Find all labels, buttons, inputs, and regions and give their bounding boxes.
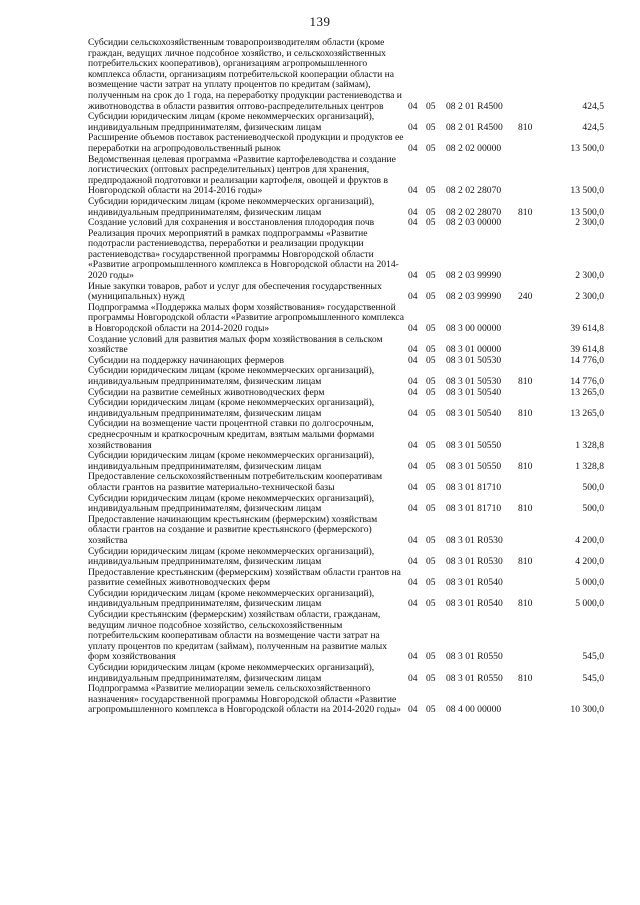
table-row <box>88 335 604 356</box>
row-target-code: 08 2 02 28070 <box>446 206 502 218</box>
row-amount: 545,0 <box>582 672 604 684</box>
row-expense-type-code <box>518 515 546 547</box>
row-target-code: 08 2 03 99990 <box>446 291 502 303</box>
row-expense-type-code <box>518 218 546 229</box>
row-subsection-code: 05 <box>426 439 436 451</box>
row-expense-type-code <box>518 38 546 112</box>
row-subsection-code: 05 <box>426 577 436 589</box>
row-section-code: 04 <box>408 598 418 610</box>
row-subsection-code: 05 <box>426 704 436 716</box>
row-name: Субсидии юридическим лицам (кроме некоммерческих организаций), индивидуальным предпринимателям, физическим лицам <box>88 662 375 684</box>
row-section-code: 04 <box>408 376 418 387</box>
row-subsection-code: 05 <box>426 217 436 229</box>
row-section-code: 04 <box>408 185 418 197</box>
row-amount: 500,0 <box>582 503 604 515</box>
row-expense-type-code <box>518 155 546 197</box>
row-amount: 500,0 <box>582 481 604 493</box>
row-amount: 14 776,0 <box>570 376 604 387</box>
row-expense-type-code <box>518 133 546 154</box>
row-section-code: 04 <box>408 704 418 716</box>
row-name: Субсидии на поддержку начинающих фермеров <box>88 354 285 366</box>
table-row <box>88 568 604 589</box>
row-subsection-code: 05 <box>426 672 436 684</box>
row-name: Субсидии сельскохозяйственным товаропроизводителям области (кроме граждан, ведущих личное подсобное хозяйство, и сельскохозяйственных потребительских кооперативов), организациям агропромышленного комплекса области, организациям потребительской кооперации области на возмещение части затрат на уплату процентов по кредитам (займам), полученным на срок до 1 года, на переработку продукции растениеводства и животноводства в области развития оптово-распределительных центров <box>88 37 402 112</box>
row-amount: 13 500,0 <box>570 206 604 218</box>
row-section-code: 04 <box>408 672 418 684</box>
row-subsection-code: 05 <box>426 270 436 282</box>
row-target-code: 08 2 03 00000 <box>446 217 502 229</box>
row-expense-type-code: 810 <box>518 460 533 472</box>
row-section-code: 04 <box>408 291 418 303</box>
row-expense-type-code: 810 <box>518 598 533 610</box>
row-name: Субсидии на развитие семейных животноводческих ферм <box>88 386 325 398</box>
row-subsection-code: 05 <box>426 534 436 546</box>
row-subsection-code: 05 <box>426 323 436 335</box>
row-expense-type-code: 810 <box>518 376 533 387</box>
page-number: 139 <box>309 14 331 29</box>
row-amount: 1 328,8 <box>575 460 604 472</box>
row-amount: 1 328,8 <box>575 439 604 451</box>
row-expense-type-code <box>518 568 546 589</box>
row-section-code: 04 <box>408 651 418 663</box>
row-section-code: 04 <box>408 503 418 515</box>
row-expense-type-code <box>518 303 546 335</box>
table-row <box>88 684 604 716</box>
table-row <box>88 229 604 282</box>
budget-table <box>88 38 604 716</box>
row-subsection-code: 05 <box>426 291 436 303</box>
row-amount: 13 500,0 <box>570 142 604 154</box>
row-target-code: 08 2 03 99990 <box>446 270 502 282</box>
row-subsection-code: 05 <box>426 503 436 515</box>
row-expense-type-code <box>518 388 546 399</box>
table-row <box>88 366 604 387</box>
row-target-code: 08 3 01 00000 <box>446 344 502 356</box>
table-row <box>88 303 604 335</box>
row-subsection-code: 05 <box>426 185 436 197</box>
row-target-code: 08 3 01 50530 <box>446 354 502 366</box>
row-name: Ведомственная целевая программа «Развитие картофелеводства и создание логистических (оптовых распределительных) центров для хранения, предпродажной подготовки и реализации картофеля, овощей и фруктов в Новгородской области на 2014-2016 годы» <box>88 153 396 197</box>
row-expense-type-code <box>518 335 546 356</box>
row-name: Подпрограмма «Развитие мелиорации земель сельскохозяйственного назначения» государственной программы Новгородской области «Развитие агропромышленного комплекса в Новгородской области на 2014-2020 годы» <box>88 683 401 716</box>
row-name: Субсидии на возмещение части процентной ставки по долгосрочным, среднесрочным и краткосрочным кредитам, взятым малыми формами хозяйствования <box>88 418 375 451</box>
row-target-code: 08 3 01 50550 <box>446 460 502 472</box>
row-expense-type-code <box>518 229 546 282</box>
row-section-code: 04 <box>408 534 418 546</box>
row-section-code: 04 <box>408 206 418 218</box>
row-section-code: 04 <box>408 439 418 451</box>
row-section-code: 04 <box>408 344 418 356</box>
row-target-code: 08 3 01 50540 <box>446 386 502 398</box>
row-name: Предоставление начинающим крестьянским (фермерским) хозяйствам области грантов на создание и развитие крестьянского (фермерского) хозяйства <box>88 513 378 546</box>
row-subsection-code: 05 <box>426 460 436 472</box>
row-target-code: 08 3 01 R0530 <box>446 534 503 546</box>
row-target-code: 08 2 01 R4500 <box>446 100 503 112</box>
row-name: Субсидии юридическим лицам (кроме некоммерческих организаций), индивидуальным предпринимателям, физическим лицам <box>88 195 375 218</box>
row-expense-type-code <box>518 610 546 663</box>
row-name: Субсидии юридическим лицам (кроме некоммерческих организаций), индивидуальным предпринимателям, физическим лицам <box>88 450 375 472</box>
row-section-code: 04 <box>408 142 418 154</box>
row-amount: 545,0 <box>582 651 604 663</box>
row-amount: 39 614,8 <box>570 344 604 356</box>
row-target-code: 08 3 01 50530 <box>446 376 502 387</box>
row-subsection-code: 05 <box>426 407 436 419</box>
row-amount: 2 300,0 <box>575 217 604 229</box>
row-target-code: 08 3 01 R0550 <box>446 651 503 663</box>
row-name: Подпрограмма «Поддержка малых форм хозяйствования» государственной программы Новгородской области «Развитие агропромышленного комплекса в Новгородской области на 2014-2020 годы» <box>88 301 405 335</box>
row-section-code: 04 <box>408 354 418 366</box>
row-subsection-code: 05 <box>426 481 436 493</box>
row-name: Субсидии юридическим лицам (кроме некоммерческих организаций), индивидуальным предпринимателям, физическим лицам <box>88 492 375 515</box>
row-target-code: 08 2 01 R4500 <box>446 121 503 133</box>
row-subsection-code: 05 <box>426 121 436 133</box>
row-amount: 424,5 <box>582 100 604 112</box>
row-amount: 4 200,0 <box>575 556 604 568</box>
row-target-code: 08 3 01 R0550 <box>446 672 503 684</box>
row-subsection-code: 05 <box>426 100 436 112</box>
row-target-code: 08 3 01 R0530 <box>446 556 503 568</box>
row-subsection-code: 05 <box>426 651 436 663</box>
row-expense-type-code: 810 <box>518 121 533 133</box>
table-row <box>88 155 604 197</box>
row-target-code: 08 3 01 50550 <box>446 439 502 451</box>
table-row <box>88 547 604 568</box>
row-expense-type-code: 810 <box>518 503 533 515</box>
row-expense-type-code: 810 <box>518 206 533 218</box>
row-section-code: 04 <box>408 100 418 112</box>
row-section-code: 04 <box>408 386 418 398</box>
table-row <box>88 589 604 610</box>
row-target-code: 08 3 01 R0540 <box>446 577 503 589</box>
row-section-code: 04 <box>408 481 418 493</box>
row-expense-type-code: 240 <box>518 291 533 303</box>
row-target-code: 08 2 02 28070 <box>446 185 502 197</box>
row-amount: 4 200,0 <box>575 534 604 546</box>
row-subsection-code: 05 <box>426 556 436 568</box>
row-target-code: 08 3 01 81710 <box>446 481 502 493</box>
row-name: Субсидии юридическим лицам (кроме некоммерческих организаций), индивидуальным предпринимателям, физическим лицам <box>88 587 375 610</box>
table-row <box>88 282 604 303</box>
row-section-code: 04 <box>408 556 418 568</box>
table-row <box>88 472 604 493</box>
row-target-code: 08 2 02 00000 <box>446 142 502 154</box>
row-name: Иные закупки товаров, работ и услуг для обеспечения государственных (муниципальных) нужд <box>88 280 382 303</box>
table-row <box>88 38 604 112</box>
row-amount: 5 000,0 <box>575 598 604 610</box>
row-name: Субсидии юридическим лицам (кроме некоммерческих организаций), индивидуальным предпринимателям, физическим лицам <box>88 545 375 568</box>
row-section-code: 04 <box>408 270 418 282</box>
row-subsection-code: 05 <box>426 142 436 154</box>
table-row <box>88 663 604 684</box>
row-target-code: 08 3 01 50540 <box>446 407 502 419</box>
row-amount: 2 300,0 <box>575 291 604 303</box>
row-expense-type-code: 810 <box>518 556 533 568</box>
table-row <box>88 197 604 218</box>
row-name: Предоставление сельскохозяйственным потребительским кооперативам области грантов на развитие материально-технической базы <box>88 471 383 493</box>
row-amount: 14 776,0 <box>570 354 604 366</box>
table-row <box>88 610 604 663</box>
row-name: Субсидии юридическим лицам (кроме некоммерческих организаций), индивидуальным предпринимателям, физическим лицам <box>88 397 375 419</box>
table-row <box>88 398 604 419</box>
row-target-code: 08 3 01 R0540 <box>446 598 503 610</box>
row-section-code: 04 <box>408 407 418 419</box>
row-amount: 13 500,0 <box>570 185 604 197</box>
table-row <box>88 494 604 515</box>
row-expense-type-code <box>518 684 546 716</box>
row-amount: 5 000,0 <box>575 577 604 589</box>
row-expense-type-code <box>518 356 546 367</box>
row-amount: 13 265,0 <box>570 386 604 398</box>
row-amount: 2 300,0 <box>575 270 604 282</box>
row-name: Расширение объемов поставок растениеводческой продукции и продуктов ее переработки на агропродовольственный рынок <box>88 132 404 154</box>
row-section-code: 04 <box>408 121 418 133</box>
row-amount: 10 300,0 <box>570 704 604 716</box>
table-row <box>88 515 604 547</box>
row-expense-type-code <box>518 419 546 451</box>
row-name: Субсидии крестьянским (фермерским) хозяйствам области, гражданам, ведущим личное подсобное хозяйство, сельскохозяйственным потребительским кооперативам области на возмещение части затрат на уплату процентов по кредитам (займам), полученным на развитие малых форм хозяйствования <box>88 609 388 663</box>
row-amount: 39 614,8 <box>570 323 604 335</box>
row-amount: 13 265,0 <box>570 407 604 419</box>
row-name: Реализация прочих мероприятий в рамках подпрограммы «Развитие подотрасли растениеводства, переработки и реализации продукции растениеводства» государственной программы Новгородской области «Развитие агропромышленного комплекса в Новгородской области на 2014-2020 годы» <box>88 227 399 282</box>
table-row <box>88 451 604 472</box>
row-subsection-code: 05 <box>426 386 436 398</box>
row-expense-type-code <box>518 472 546 493</box>
row-name: Субсидии юридическим лицам (кроме некоммерческих организаций), индивидуальным предпринимателям, физическим лицам <box>88 365 375 387</box>
row-target-code: 08 3 00 00000 <box>446 323 502 335</box>
row-expense-type-code: 810 <box>518 407 533 419</box>
row-subsection-code: 05 <box>426 344 436 356</box>
row-target-code: 08 4 00 00000 <box>446 704 502 716</box>
row-subsection-code: 05 <box>426 376 436 387</box>
row-section-code: 04 <box>408 323 418 335</box>
row-name: Создание условий для сохранения и восстановления плодородия почв <box>88 217 375 229</box>
row-name: Предоставление крестьянским (фермерским) хозяйствам области грантов на развитие семейных животноводческих ферм <box>88 566 401 589</box>
row-name: Создание условий для развития малых форм хозяйствования в сельском хозяйстве <box>88 333 383 356</box>
row-section-code: 04 <box>408 217 418 229</box>
row-amount: 424,5 <box>582 121 604 133</box>
row-subsection-code: 05 <box>426 598 436 610</box>
table-row <box>88 112 604 133</box>
row-target-code: 08 3 01 81710 <box>446 503 502 515</box>
row-section-code: 04 <box>408 460 418 472</box>
table-row <box>88 419 604 451</box>
row-section-code: 04 <box>408 577 418 589</box>
row-subsection-code: 05 <box>426 206 436 218</box>
row-name: Субсидии юридическим лицам (кроме некоммерческих организаций), индивидуальным предпринимателям, физическим лицам <box>88 111 375 133</box>
table-row <box>88 133 604 154</box>
row-subsection-code: 05 <box>426 354 436 366</box>
row-expense-type-code: 810 <box>518 672 533 684</box>
